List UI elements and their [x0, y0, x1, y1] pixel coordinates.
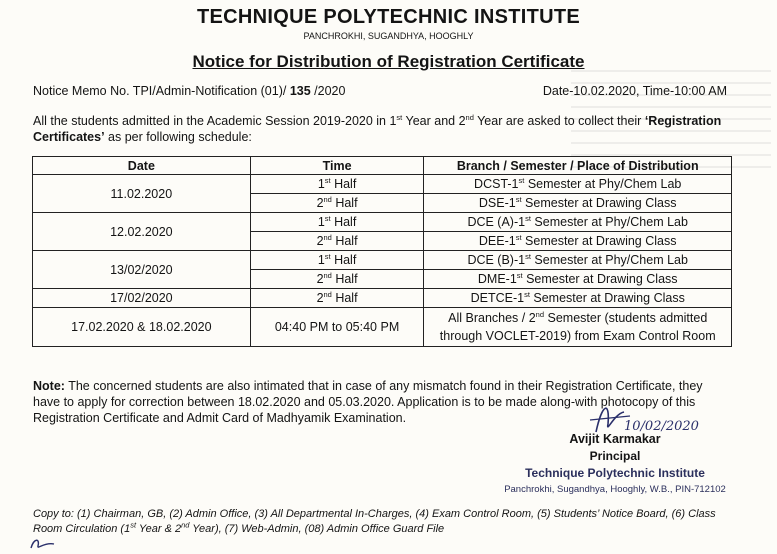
table-header-row: [33, 157, 732, 175]
time-rest: Half: [331, 234, 358, 248]
note-label: Note:: [33, 379, 65, 393]
institute-name: TECHNIQUE POLYTECHNIC INSTITUTE: [196, 6, 581, 28]
branch-sup: st: [515, 194, 522, 204]
intro-text: as per following schedule:: [104, 130, 252, 144]
header-date: Date: [33, 157, 251, 175]
branch-rest: Semester at Drawing Class: [529, 291, 685, 305]
branch-sup: st: [516, 270, 523, 280]
time-sup: st: [324, 213, 331, 223]
time-cell: 04:40 PM to 05:40 PM: [250, 308, 424, 347]
memo-serial: 135: [289, 84, 311, 98]
branch-pre: DSE-1: [478, 196, 516, 210]
time-cell: [250, 213, 424, 232]
branch-rest: Semester at Phy/Chem Lab: [530, 215, 688, 229]
note-text: The concerned students are also intimated that in case of any mismatch found in their Registration Certificate, they have to apply for correction between 18.02.2020 and 05.03.2020. Application is to be made along-with photocopy of this Registration Certificate and Admit Card of Madhyamik Examination.: [33, 379, 703, 425]
branch-cell: [424, 232, 732, 251]
branch-sup: st: [518, 175, 525, 185]
branch-cell: [424, 270, 732, 289]
time-cell: [250, 175, 424, 194]
table-row: [33, 289, 732, 308]
stamp-institute: Technique Polytechnic Institute: [525, 466, 705, 480]
time-num: 2: [316, 291, 324, 305]
copy-to-text: Year & 2: [136, 523, 182, 535]
memo-date: Date-10.02.2020, Time-10:00 AM: [542, 84, 727, 98]
time-rest: Half: [330, 253, 357, 267]
intro-text: Year and 2: [402, 114, 466, 128]
branch-sup: st: [515, 232, 522, 242]
branch-line2: through VOCLET-2019) from Exam Control Room: [439, 329, 716, 343]
date-cell: 17/02/2020: [33, 289, 251, 308]
institute-address: PANCHROKHI, SUGANDHYA, HOOGHLY: [303, 31, 474, 41]
branch-rest: Semester at Drawing Class: [521, 196, 677, 210]
schedule-table: [32, 156, 732, 347]
memo-number: [33, 84, 345, 98]
branch-sup: nd: [535, 309, 545, 319]
intro-paragraph: [33, 113, 733, 145]
time-num: 1: [317, 215, 325, 229]
time-rest: Half: [330, 177, 357, 191]
time-cell: [250, 270, 424, 289]
time-sup: nd: [323, 270, 332, 280]
branch-sup: st: [524, 289, 530, 299]
stamp-address: Panchrokhi, Sugandhya, Hooghly, W.B., PIN-712102: [504, 484, 726, 495]
branch-pre: DETCE-1: [470, 291, 525, 305]
copy-to-sup: nd: [181, 520, 190, 530]
branch-sup: st: [525, 251, 531, 261]
intro-sup: st: [396, 112, 403, 122]
table-row: [33, 308, 732, 347]
branch-pre: DME-1: [477, 272, 517, 286]
memo-prefix: Notice Memo No. TPI/Admin-Notification (01)/: [33, 84, 290, 98]
branch-pre: DEE-1: [478, 234, 516, 248]
intro-sup: nd: [465, 112, 474, 122]
time-rest: Half: [331, 291, 358, 305]
branch-cell: [424, 289, 732, 308]
memo-suffix: /2020: [310, 84, 346, 98]
handwritten-initial: [28, 536, 58, 552]
time-cell: [250, 289, 424, 308]
table-row: [33, 251, 732, 270]
time-sup: st: [324, 251, 331, 261]
table-row: [33, 175, 732, 194]
signature-date: 10/02/2020: [624, 419, 699, 434]
time-sup: nd: [323, 232, 332, 242]
time-rest: Half: [331, 272, 358, 286]
time-sup: nd: [323, 289, 332, 299]
copy-to-text: Year), (7) Web-Admin, (08) Admin Office Guard File: [189, 523, 445, 535]
branch-rest: Semester at Drawing Class: [521, 234, 677, 248]
branch-cell: [424, 308, 732, 347]
branch-rest: Semester at Drawing Class: [522, 272, 678, 286]
time-rest: Half: [331, 196, 358, 210]
time-num: 2: [316, 234, 324, 248]
branch-rest: Semester at Phy/Chem Lab: [524, 177, 682, 191]
branch-rest: Semester at Phy/Chem Lab: [530, 253, 688, 267]
intro-bold: ‘Registration Certificates’: [33, 114, 722, 144]
signatory-name: Avijit Karmakar: [569, 432, 661, 446]
time-num: 2: [316, 196, 324, 210]
branch-pre: DCE (B)-1: [467, 253, 526, 267]
header-time: Time: [250, 157, 424, 175]
intro-text: Year are asked to collect their: [473, 114, 645, 128]
date-cell: 17.02.2020 & 18.02.2020: [33, 308, 251, 347]
date-cell: 12.02.2020: [33, 213, 251, 251]
branch-pre: All Branches / 2: [448, 311, 536, 325]
date-cell: 13/02/2020: [33, 251, 251, 289]
time-cell: [250, 251, 424, 270]
table-row: [33, 213, 732, 232]
copy-to: [33, 507, 745, 537]
notice-title: Notice for Distribution of Registration Certificate: [192, 52, 585, 71]
time-sup: nd: [323, 194, 332, 204]
time-rest: Half: [330, 215, 357, 229]
branch-cell: [424, 251, 732, 270]
intro-text: All the students admitted in the Academic Session 2019-2020 in 1: [33, 114, 397, 128]
time-sup: st: [324, 175, 331, 185]
branch-pre: DCE (A)-1: [467, 215, 526, 229]
branch-cell: [424, 213, 732, 232]
time-num: 2: [316, 272, 324, 286]
date-cell: 11.02.2020: [33, 175, 251, 213]
copy-to-sup: st: [130, 520, 137, 530]
copy-to-text: Copy to: (1) Chairman, GB, (2) Admin Office, (3) All Departmental In-Charges, (4) Exam Control Room, (5) Students’ Notice Board, (6) Class Room Circulation (1: [33, 508, 716, 535]
header-branch: Branch / Semester / Place of Distribution: [424, 157, 732, 175]
time-cell: [250, 232, 424, 251]
branch-cell: [424, 194, 732, 213]
branch-cell: [424, 175, 732, 194]
time-num: 1: [317, 253, 325, 267]
branch-rest: Semester (students admitted: [544, 311, 708, 325]
signatory-role: Principal: [589, 449, 641, 463]
branch-pre: DCST-1: [474, 177, 519, 191]
time-num: 1: [317, 177, 325, 191]
branch-sup: st: [525, 213, 531, 223]
time-cell: [250, 194, 424, 213]
